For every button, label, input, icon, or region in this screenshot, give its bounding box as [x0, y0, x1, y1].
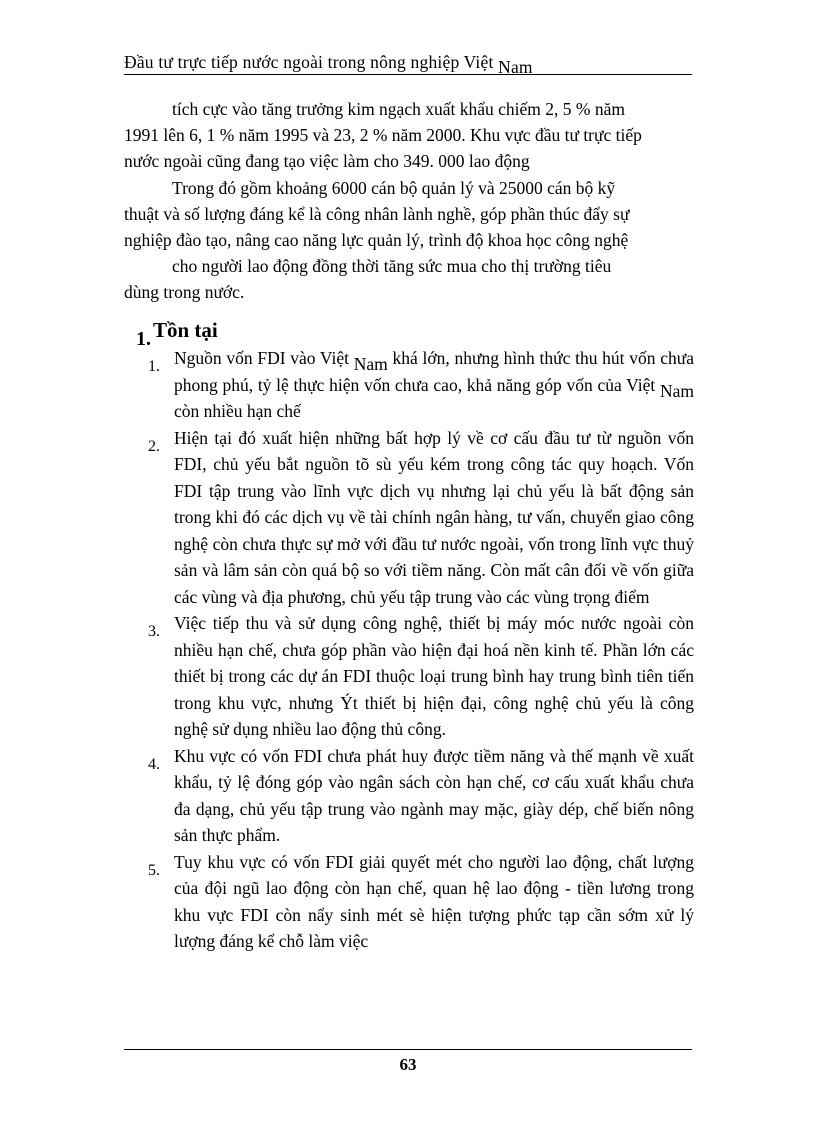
list-item-text-sub: Nam: [353, 354, 388, 374]
list-item-text: Hiện tại đó xuất hiện những bất hợp lý về cơ cấu đầu tư từ nguồn vốn FDI, chủ yếu bắt nguồn tõ sù yếu kém trong công tác quy hoạch. Vốn FDI tập trung vào lĩnh vực dịch vụ nhưng lại chủ yếu là bất động sản trong khi đó các dịch vụ về tài chính ngân hàng, tư vấn, chuyển giao công nghệ còn chưa thực sự mở với đầu tư nước ngoài, vốn trong lĩnh vực thuỷ sản và lâm sản còn quá bộ so với tiềm năng. Còn mất cân đối về vốn giữa các vùng và địa phương, chủ yếu tập trung vào các vùng trọng điểm: [174, 427, 694, 607]
list-item-text: Việc tiếp thu và sử dụng công nghệ, thiết bị máy móc nước ngoài còn nhiều hạn chế, chưa góp phần vào hiện đại hoá nền kinh tế. Phần lớn các thiết bị trong các dự án FDI thuộc loại trung bình hay trung bình tiên tiến trong khu vực, nhưng Ýt thiết bị hiện đại, công nghệ chủ yếu là công nghệ sử dụng nhiều lao động thủ công.: [174, 613, 694, 739]
footer-divider: [124, 1049, 692, 1050]
intro-line: 1991 lên 6, 1 % năm 1995 và 23, 2 % năm 2000. Khu vực đầu tư trực tiếp: [124, 125, 642, 146]
header-title-main: Đầu tư trực tiếp nước ngoài trong nông nghiệp Việt: [124, 52, 494, 72]
list-item-number: 5.: [148, 861, 160, 879]
list-item: [148, 743, 694, 849]
list-item-number: 1.: [148, 358, 160, 375]
section-heading: [136, 318, 218, 350]
intro-line: tích cực vào tăng trưởng kim ngạch xuất khẩu chiếm 2, 5 % năm: [172, 99, 625, 119]
intro-line: cho người lao động đồng thời tăng sức mua cho thị trường tiêu: [172, 256, 612, 277]
intro-line: nghiệp đào tạo, nâng cao năng lực quản lý, trình độ khoa học công nghệ: [124, 230, 629, 251]
intro-line: nước ngoài cũng đang tạo việc làm cho 349. 000 lao động: [124, 151, 530, 172]
list-item-number: 4.: [148, 755, 160, 773]
list-item-text: Khu vực có vốn FDI chưa phát huy được tiềm năng và thế mạnh về xuất khẩu, tỷ lệ đóng góp vào ngân sách còn hạn chế, cơ cấu xuất khẩu chưa đa dạng, chủ yếu tập trung vào ngành may mặc, giày dép, chế biến nông sản thực phẩm.: [174, 745, 694, 845]
list-item-text: [174, 345, 694, 425]
list-item-text-sub: Nam: [659, 380, 695, 401]
page-number: 63: [399, 1055, 417, 1074]
list-item: [148, 849, 694, 955]
intro-line: thuật và số lượng đáng kể là công nhân lành nghề, góp phần thúc đẩy sự: [124, 203, 630, 224]
list-item: [148, 610, 694, 743]
list-item-text-part: khá lớn, nhưng hình thức thu hút vốn chưa phong phú, tỷ lệ thực hiện vốn chưa cao, khả năng góp vốn của Việt: [174, 348, 695, 395]
list-item-text: Tuy khu vực có vốn FDI giải quyết mét cho người lao động, chất lượng của đội ngũ lao động còn hạn chế, quan hệ lao động - tiền lương trong khu vực FDI còn nẩy sinh mét sè hiện tượng phức tạp cần sớm xử lý lượng đáng kể chỗ làm việc: [174, 851, 694, 951]
intro-paragraph: [124, 96, 692, 306]
list-item: [148, 345, 694, 425]
list-item-number: 2.: [148, 437, 160, 455]
page-header: [124, 48, 692, 75]
section-title: Tồn tại: [153, 318, 218, 342]
header-title: [124, 52, 533, 77]
intro-line: dùng trong nước.: [124, 282, 245, 303]
intro-line: Trong đó gồm khoảng 6000 cán bộ quản lý và 25000 cán bộ kỹ: [172, 177, 616, 198]
list-item: [148, 425, 694, 611]
header-title-sub: Nam: [498, 57, 533, 77]
list-item-text-part: còn nhiều hạn chế: [174, 401, 301, 421]
issues-list: [148, 345, 694, 955]
section-number: 1.: [136, 328, 151, 350]
list-item-text-part: Nguồn vốn FDI vào Việt: [174, 348, 350, 368]
list-item-number: 3.: [148, 623, 160, 640]
